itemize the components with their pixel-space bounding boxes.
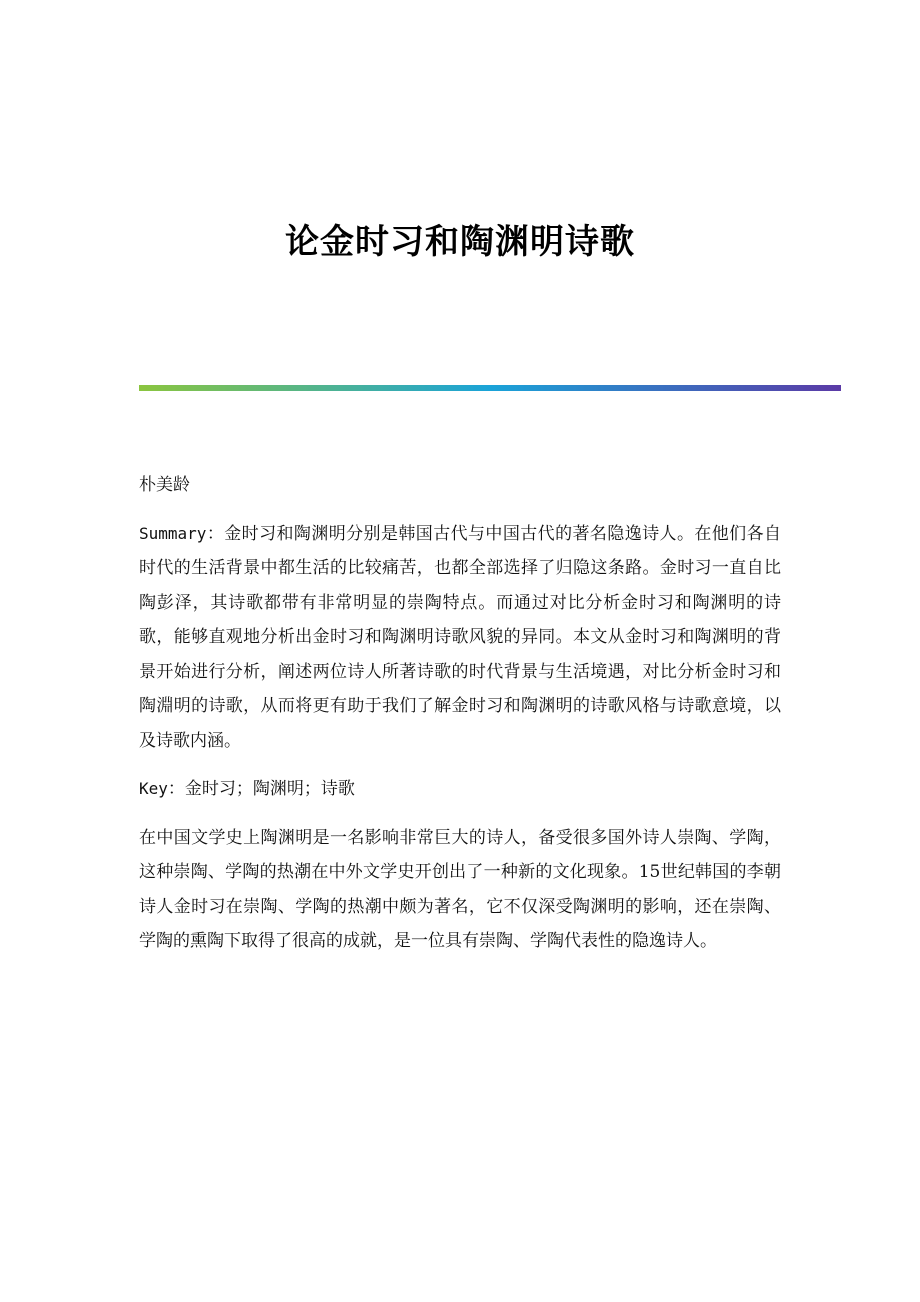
- document-title: 论金时习和陶渊明诗歌: [285, 222, 635, 262]
- summary-label: Summary: [139, 523, 207, 543]
- body-paragraph: 在中国文学史上陶渊明是一名影响非常巨大的诗人，备受很多国外诗人崇陶、学陶，这种崇陶、学陶的热潮在中外文学史开创出了一种新的文化现象。15世纪韩国的李朝诗人金时习在崇陶、学陶的热潮中颇为著名，它不仅深受陶渊明的影响，还在崇陶、学陶的熏陶下取得了很高的成就，是一位具有崇陶、学陶代表性的隐逸诗人。: [139, 827, 781, 951]
- keywords-text: 金时习；陶渊明；诗歌: [184, 779, 355, 799]
- keywords-label: Key: [139, 779, 168, 798]
- summary-text: 金时习和陶渊明分别是韩国古代与中国古代的著名隐逸诗人。在他们各自时代的生活背景中都生活的比较痛苦，也都全部选择了归隐这条路。金时习一直自比陶彭泽，其诗歌都带有非常明显的崇陶特点。而通过对比分析金时习和陶渊明的诗歌，能够直观地分析出金时习和陶渊明诗歌风貌的异同。本文从金时习和陶渊明的背景开始进行分析，阐述两位诗人所著诗歌的时代背景与生活境遇，对比分析金时习和陶淵明的诗歌，从而将更有助于我们了解金时习和陶渊明的诗歌风格与诗歌意境，以及诗歌内涵。: [139, 523, 782, 751]
- document-body: [139, 468, 781, 973]
- keywords-paragraph: [139, 772, 781, 807]
- keywords-separator: ：: [167, 779, 185, 799]
- author-name: 朴美龄: [139, 475, 190, 495]
- summary-separator: ：: [206, 523, 225, 544]
- title-divider: [139, 385, 841, 391]
- summary-paragraph: [139, 517, 781, 759]
